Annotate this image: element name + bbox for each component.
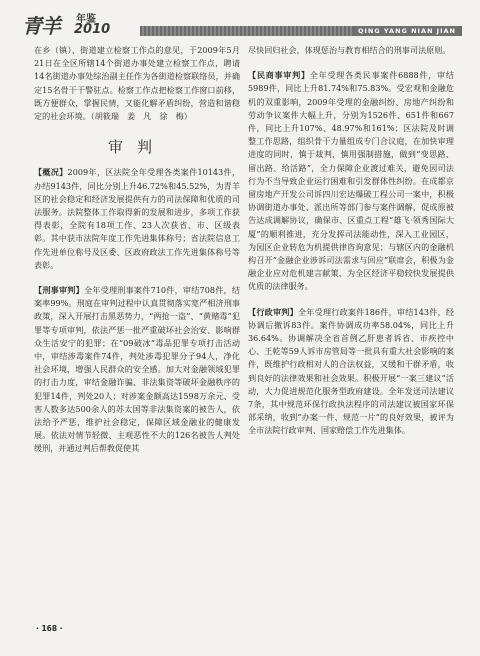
logo-subtitle: 年鉴 [76, 14, 96, 25]
yearbook-logo [22, 8, 142, 40]
civil-tag: 【民商事审判】 [248, 70, 310, 81]
page-header [22, 8, 462, 40]
admin-text: 全年受理行政案件186件，审结143件，经协调后撤诉83件。案件协调成功率58.04%，同比上升36.64%。协调解决全省首例乙肝患者诉省、市疾控中心、王乾等59人诉市房管局等一批具有重大社会影响的案件，既维护行政相对人的合法权益，又缓和干群矛盾，收到良好的法律效果和社会效果。积极开展“一案三建议”活动，大力促进规范化服务型政府建设。全年发送司法建议7条，其中规范环保行政执法程序的司法建议被国家环保部采纳，收到“办案一件、规范一片”的良好效果，被评为全市法院行政审判、国家赔偿工作先进集体。 [248, 306, 454, 436]
right-paragraph-continued: 尽快回归社会，体现惩治与教育相结合的刑事司法原则。 [248, 45, 451, 55]
criminal-tag: 【刑事审判】 [34, 285, 84, 296]
overview-text: 2009年，区法院全年受理各类案件10143件，办结9143件，同比分别上升46.72%和45.52%，为青羊区的社会稳定和经济发展提供有力的司法保障和优质的司法服务。法院整体工作取得新的发展和进步，多项工作获得表彰，全院有18项工作、23人次获省、市、区级表彰。其中获市法院年度工作先进集体称号；省法院信息工作先进单位称号及区委、区政府政法工作先进集体称号等表彰。 [34, 167, 240, 270]
section-title: 审判 [107, 138, 166, 157]
overview-paragraph [34, 166, 240, 272]
criminal-text: 全年受理刑事案件710件，审结708件，结案率99%。刑庭在审判过程中认真贯彻落实宽严相济刑事政策，深入开展打击黑恶势力，“两抢一盗”、“黄赌毒”犯罪等专项审判，依法严惩一批严重破坏社会治安、影响群众生活安宁的犯罪；在“09破冰”毒品犯罪专项打击活动中，审结涉毒案件74件，判处涉毒犯罪分子94人，净化社会环境，增强人民群众的安全感。加大对金融领域犯罪的打击力度，审结金融诈骗、非法集资等破坏金融秩序的犯罪14件，判处20人；对涉案金额高达1598万余元、受害人数多达500余人的苏太国等非法集资案的被告人，依法给予严惩，维护社会稳定，保障区域金融业的健康发展。依法对情节轻微、主观恶性不大的126名被告人判处缓刑，并通过判后帮教促使其 [34, 285, 240, 454]
civil-text: 全年受理各类民事案件6888件，审结5989件，同比上升81.74%和75.83%。受宏观和金融危机的双重影响，2009年受理的金融纠纷、房地产纠纷和劳动争议案件大幅上升，分别为1526件、651件和667件，同比上升107%、48.97%和161%；区法院及时调整工作思路，组织骨干力量组成专门合议庭，在加快审理进度的同时，慎于裁判，慎用强制措施，做到“变思路、留出路、给活路”，全力保障企业渡过难关，避免因司法行为不当导致企业运行困难和引发群体性纠纷。在成都京留房地产开发公司诉四川宏达爆破工程公司一案中，积极协调街道办事处、派出所等部门参与案件调解，促成原被告达成调解协议，确保市、区重点工程“雄飞·领秀国际大厦”的顺利推进，充分发挥司法能动性，深入工业园区，为园区企业转危为机提供律咨询意见；与辖区内的金融机构召开“金融企业涉诉司法需求与回应”联席会，积极为金融企业应对危机建言献策，为全区经济平稳较快发展提供优质的法律服务。 [248, 70, 454, 292]
page-number: · 168 · [36, 624, 63, 633]
logo-year: 2010 [74, 22, 111, 37]
admin-paragraph [248, 306, 454, 438]
logo-calligraphy: 青羊 [22, 14, 60, 38]
header-pinyin-title: QING YANG NIAN JIAN [354, 26, 460, 36]
admin-tag: 【行政审判】 [248, 306, 298, 317]
left-paragraph-continued: 在乡（镇）、街道建立检察工作点的意见，于2009年5月21日在全区所辖14个街道办事处建立检察工作点，聘请14名街道办事处综治副主任作为各街道检察联络员，并确定15名骨干干警驻点。检察工作点把检察工作窗口前移，既方便群众，掌握民情，又能化解矛盾纠纷，营造和谐稳定的社会环境。（胡筱瑞 姜 凡 徐 梅） [34, 45, 240, 122]
left-column [34, 44, 240, 456]
right-column [248, 44, 454, 438]
criminal-paragraph [34, 284, 240, 456]
overview-tag: 【概况】 [34, 167, 68, 178]
civil-paragraph [248, 69, 454, 293]
